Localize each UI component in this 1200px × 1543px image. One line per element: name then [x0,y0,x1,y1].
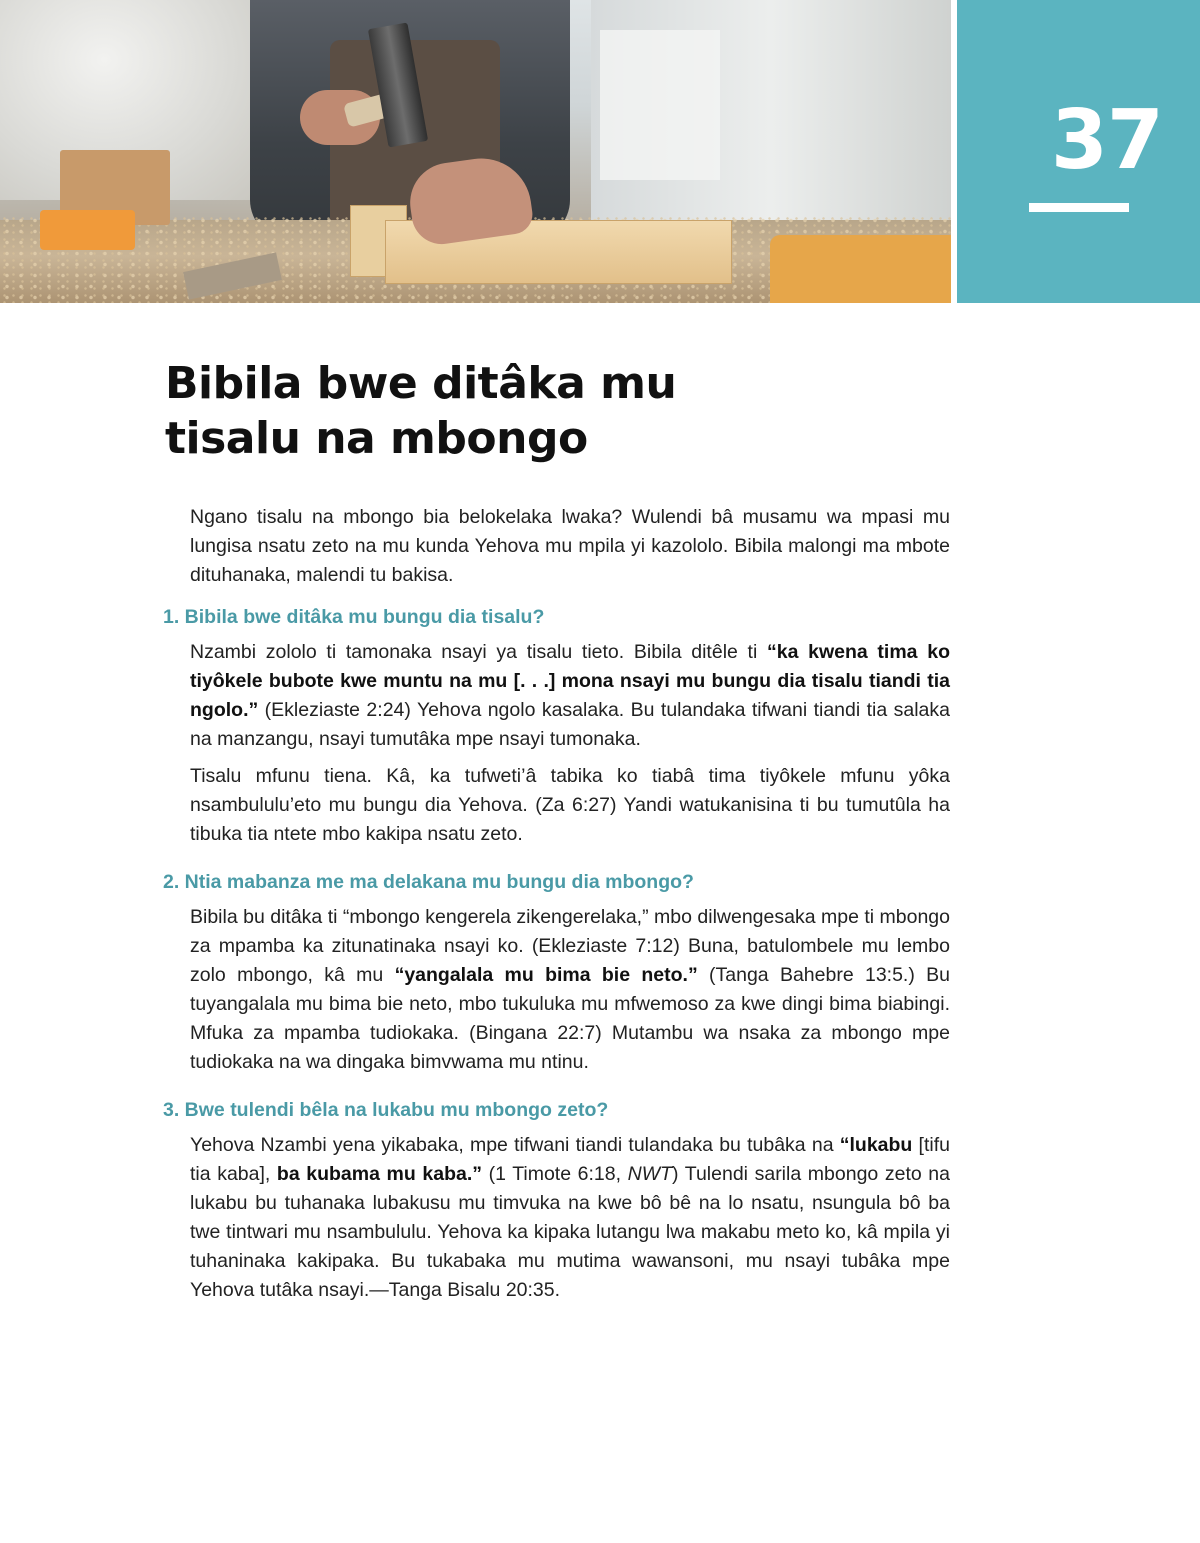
section-3-paragraph-1: Yehova Nzambi yena yikabaka, mpe tifwani tiandi tulandaka bu tubâka na “lukabu [tifu tia kaba], ba kubama mu kaba.” (1 Timote 6:18, NWT) Tulendi sarila mbongo zeto na lukabu bu tuhanaka lubakusu mu timvuka na kwe bô bê na lo nsatu, nsungula bô ba twe tintwari mu nsambululu. Yehova ka kipaka lutangu lwa makabu meto ko, kâ mpila yi tuhaninaka kakipaka. Bu tukabaka mu mutima wawansoni, mu nsayi tubâka mpe Yehova tutâka nsayi.—Tanga Bisalu 20:35. [190,1134,950,1301]
title-line-1: Bibila bwe ditâka mu [165,358,677,409]
section-2-paragraph-1: Bibila bu ditâka ti “mbongo kengerela zikengerelaka,” mbo dilwengesaka mpe ti mbongo za mpamba ka zitunatinaka nsayi ko. (Ekleziaste 7:12) Buna, batulombele mu lembo zolo mbongo, kâ mu “yangalala mu bima bie neto.” (Tanga Bahebre 13:5.) Bu tuyangalala mu bima bie neto, mbo tukuluka mu mfwemoso za kwe dingi bima biabingi. Mfuka za mpamba tudiokaka. (Bingana 22:7) Mutambu wa nsaka za mbongo mpe tudiokaka na wa dingaka bimvwama mu ntinu. [190,906,950,1073]
scripture-quote: ba kubama mu kaba.” [276,1163,483,1185]
section-heading-1: 1. Bibila bwe ditâka mu bungu dia tisalu? [163,606,545,628]
section-1-paragraph-2: Tisalu mfunu tiena. Kâ, ka tufweti’â tabika ko tiabâ tima tiyôkele mfunu yôka nsambululu’eto mu bungu dia Yehova. (Za 6:27) Yandi watukanisina ti bu tumutûla ha tibuka tia ntete mbo kakipa nsatu zeto. [190,765,950,845]
section-heading-2: 2. Ntia mabanza me ma delakana mu bungu dia mbongo? [163,871,694,893]
chapter-number: 37 [1050,93,1163,188]
title-line-2: tisalu na mbongo [165,413,588,464]
scripture-quote: “ka kwena tima ko tiyôkele bubote kwe muntu na mu [. . .] mona nsayi mu bungu dia tisalu tiandi tia ngolo.” [190,641,950,721]
page-title [165,356,965,466]
chapter-underline [1029,203,1129,212]
article-body [163,503,950,1313]
chapter-badge [957,0,1200,303]
scripture-quote: “yangalala mu bima bie neto.” [394,964,698,986]
section-1-paragraph-1: Nzambi zololo ti tamonaka nsayi ya tisalu tieto. Bibila ditêle ti “ka kwena tima ko tiyôkele bubote kwe muntu na mu [. . .] mona nsayi mu bungu dia tisalu tiandi tia ngolo.” (Ekleziaste 2:24) Yehova ngolo kasalaka. Bu tulandaka tifwani tiandi tia salaka na manzangu, nsayi tumutâka mpe nsayi tumonaka. [190,641,950,750]
intro-paragraph: Ngano tisalu na mbongo bia belokelaka lwaka? Wulendi bâ musamu wa mpasi mu lungisa nsatu zeto na mu kunda Yehova mu mpila yi kazololo. Bibila malongi ma mbote dituhanaka, malendi tu bakisa. [190,506,950,586]
section-heading-3: 3. Bwe tulendi bêla na lukabu mu mbongo zeto? [163,1099,609,1121]
translation-abbrev: NWT [627,1163,673,1185]
scripture-quote: “lukabu [839,1134,913,1156]
header-photo [0,0,951,303]
